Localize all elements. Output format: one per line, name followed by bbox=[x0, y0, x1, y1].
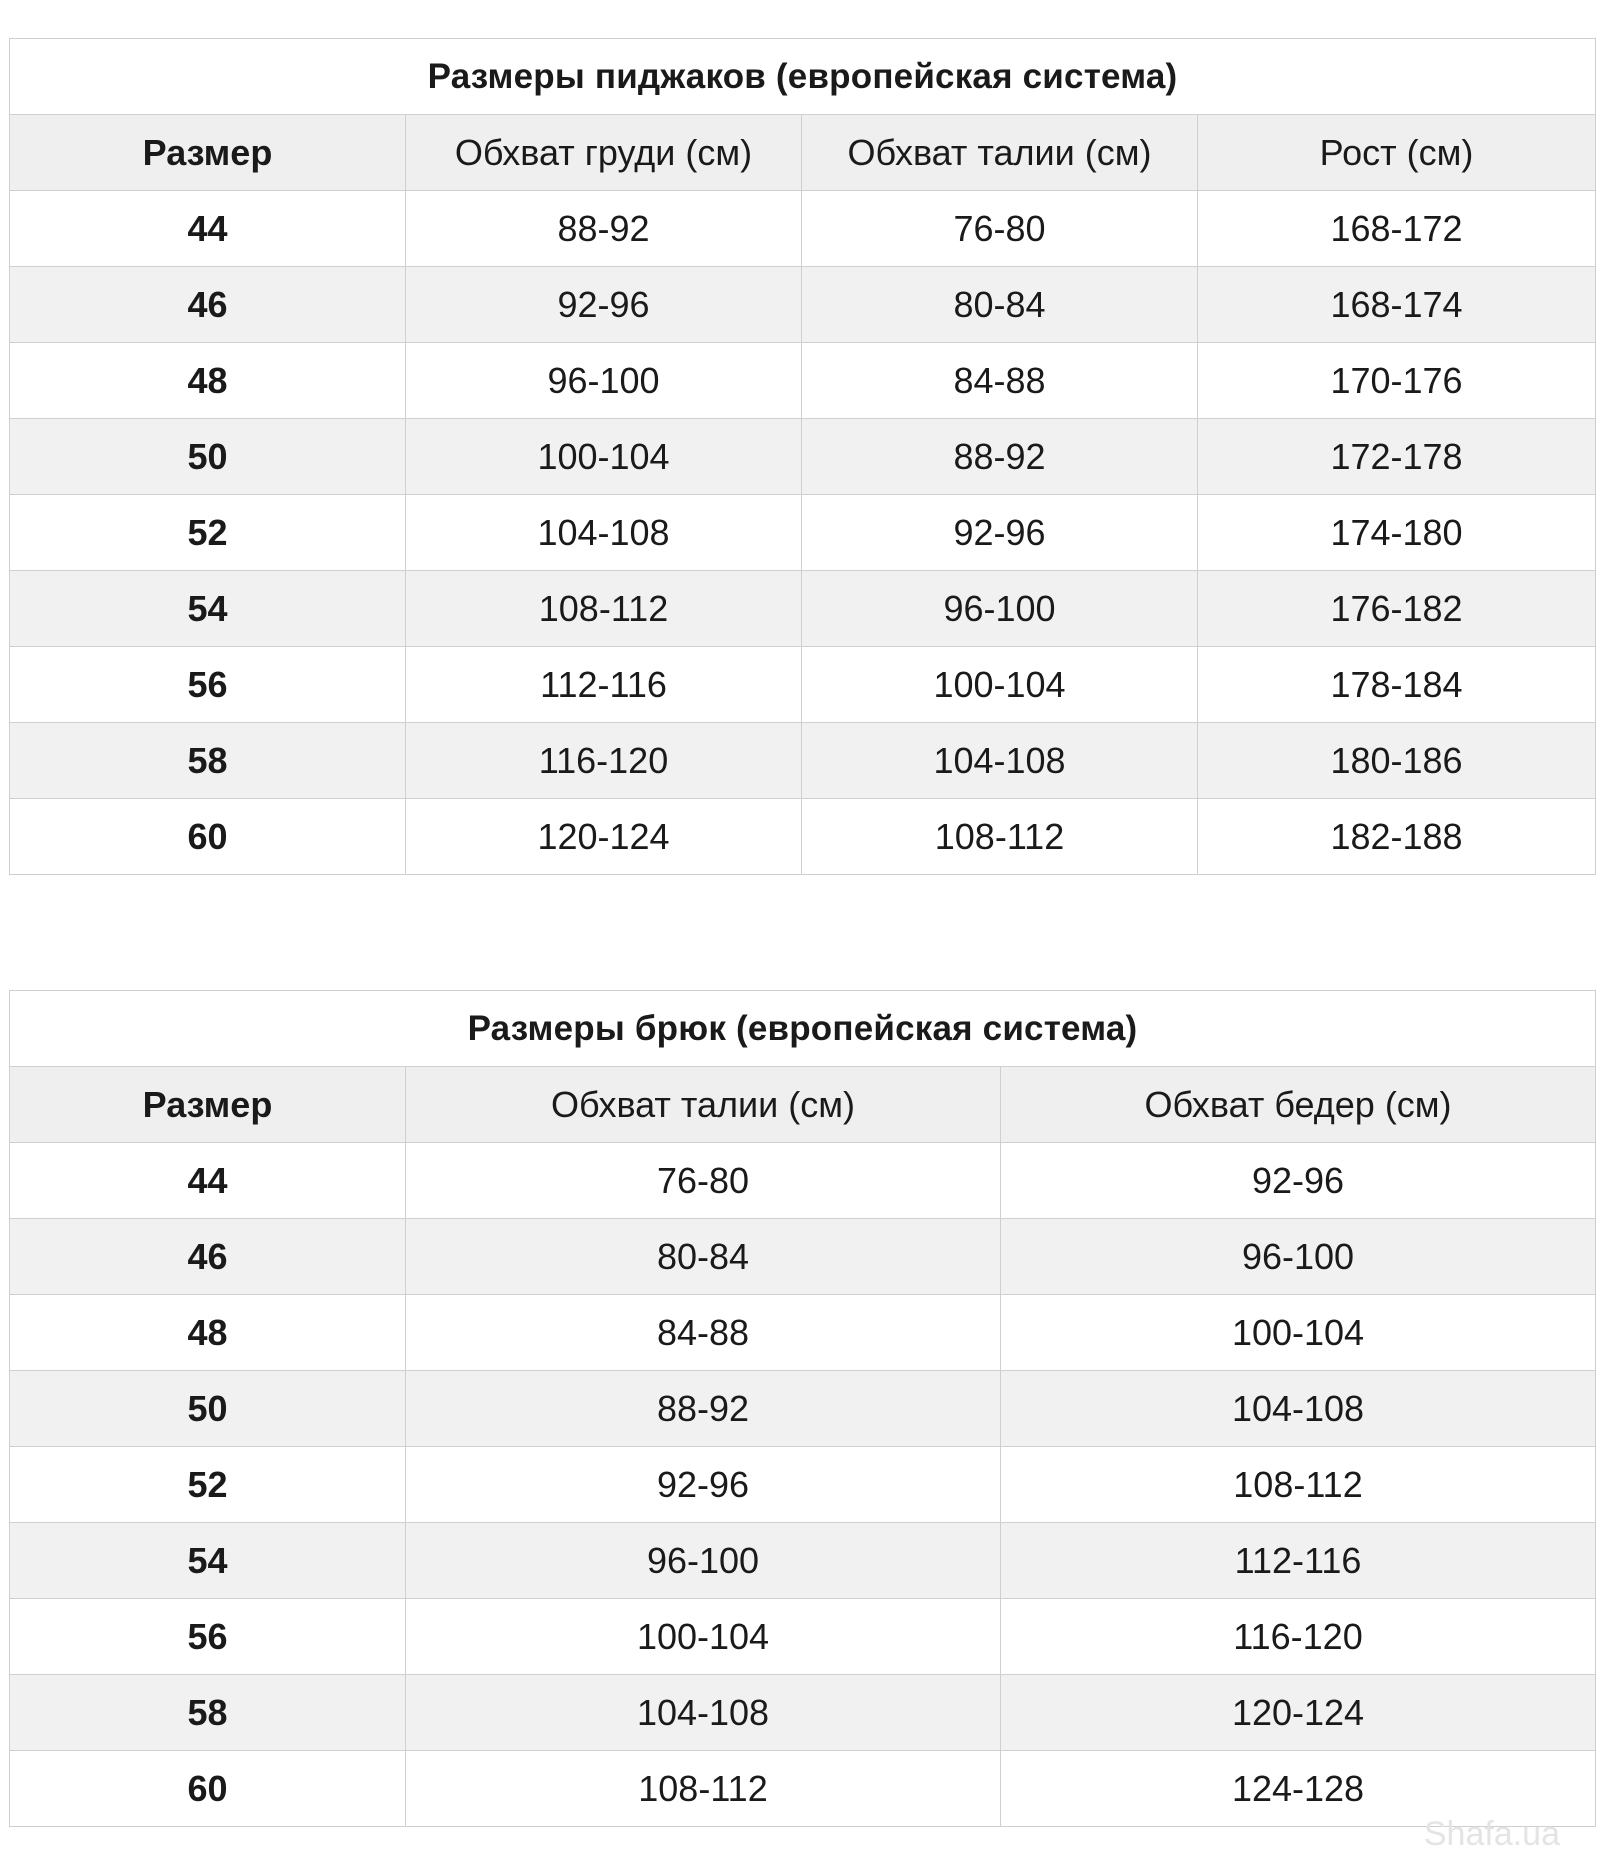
trousers-title-row bbox=[10, 991, 1596, 1067]
jackets-cell-height: 172-178 bbox=[1198, 419, 1596, 495]
jackets-cell-height: 168-172 bbox=[1198, 191, 1596, 267]
jackets-cell-size: 46 bbox=[10, 267, 406, 343]
trousers-header-waist: Обхват талии (см) bbox=[406, 1067, 1001, 1143]
table-row bbox=[10, 191, 1596, 267]
trousers-cell-waist: 100-104 bbox=[406, 1599, 1001, 1675]
jackets-cell-size: 58 bbox=[10, 723, 406, 799]
trousers-cell-size: 52 bbox=[10, 1447, 406, 1523]
trousers-table-title: Размеры брюк (европейская система) bbox=[10, 991, 1596, 1067]
jackets-cell-chest: 100-104 bbox=[406, 419, 802, 495]
trousers-cell-size: 56 bbox=[10, 1599, 406, 1675]
trousers-header-hips: Обхват бедер (см) bbox=[1001, 1067, 1596, 1143]
table-row bbox=[10, 1371, 1596, 1447]
jackets-cell-size: 50 bbox=[10, 419, 406, 495]
jackets-cell-waist: 108-112 bbox=[802, 799, 1198, 875]
jackets-cell-chest: 96-100 bbox=[406, 343, 802, 419]
jackets-header-chest: Обхват груди (см) bbox=[406, 115, 802, 191]
jackets-table-title: Размеры пиджаков (европейская система) bbox=[10, 39, 1596, 115]
trousers-cell-hips: 104-108 bbox=[1001, 1371, 1596, 1447]
trousers-header-size: Размер bbox=[10, 1067, 406, 1143]
jackets-cell-chest: 120-124 bbox=[406, 799, 802, 875]
table-row bbox=[10, 1143, 1596, 1219]
jackets-cell-size: 44 bbox=[10, 191, 406, 267]
jackets-cell-chest: 112-116 bbox=[406, 647, 802, 723]
jackets-cell-height: 178-184 bbox=[1198, 647, 1596, 723]
jackets-cell-height: 176-182 bbox=[1198, 571, 1596, 647]
table-row bbox=[10, 723, 1596, 799]
trousers-cell-hips: 112-116 bbox=[1001, 1523, 1596, 1599]
jackets-title-row bbox=[10, 39, 1596, 115]
table-row bbox=[10, 419, 1596, 495]
trousers-cell-hips: 92-96 bbox=[1001, 1143, 1596, 1219]
trousers-cell-hips: 108-112 bbox=[1001, 1447, 1596, 1523]
trousers-cell-waist: 92-96 bbox=[406, 1447, 1001, 1523]
jackets-header-height: Рост (см) bbox=[1198, 115, 1596, 191]
table-row bbox=[10, 1295, 1596, 1371]
jackets-size-table bbox=[9, 38, 1596, 875]
trousers-cell-waist: 80-84 bbox=[406, 1219, 1001, 1295]
jackets-cell-chest: 116-120 bbox=[406, 723, 802, 799]
table-row bbox=[10, 647, 1596, 723]
trousers-cell-hips: 124-128 bbox=[1001, 1751, 1596, 1827]
jackets-cell-chest: 92-96 bbox=[406, 267, 802, 343]
jackets-header-row bbox=[10, 115, 1596, 191]
jackets-cell-chest: 108-112 bbox=[406, 571, 802, 647]
table-row bbox=[10, 495, 1596, 571]
jackets-cell-waist: 104-108 bbox=[802, 723, 1198, 799]
jackets-cell-waist: 76-80 bbox=[802, 191, 1198, 267]
table-row bbox=[10, 343, 1596, 419]
trousers-cell-waist: 104-108 bbox=[406, 1675, 1001, 1751]
trousers-cell-waist: 76-80 bbox=[406, 1143, 1001, 1219]
table-row bbox=[10, 1751, 1596, 1827]
table-row bbox=[10, 571, 1596, 647]
jackets-cell-waist: 88-92 bbox=[802, 419, 1198, 495]
trousers-cell-hips: 100-104 bbox=[1001, 1295, 1596, 1371]
table-row bbox=[10, 267, 1596, 343]
trousers-cell-hips: 120-124 bbox=[1001, 1675, 1596, 1751]
trousers-cell-size: 50 bbox=[10, 1371, 406, 1447]
jackets-cell-chest: 88-92 bbox=[406, 191, 802, 267]
trousers-cell-size: 58 bbox=[10, 1675, 406, 1751]
jackets-header-waist: Обхват талии (см) bbox=[802, 115, 1198, 191]
jackets-cell-height: 180-186 bbox=[1198, 723, 1596, 799]
jackets-cell-height: 170-176 bbox=[1198, 343, 1596, 419]
table-row bbox=[10, 799, 1596, 875]
jackets-cell-waist: 80-84 bbox=[802, 267, 1198, 343]
table-row bbox=[10, 1447, 1596, 1523]
jackets-cell-size: 52 bbox=[10, 495, 406, 571]
jackets-cell-size: 48 bbox=[10, 343, 406, 419]
jackets-cell-height: 182-188 bbox=[1198, 799, 1596, 875]
jackets-cell-waist: 96-100 bbox=[802, 571, 1198, 647]
trousers-header-row bbox=[10, 1067, 1596, 1143]
trousers-cell-waist: 84-88 bbox=[406, 1295, 1001, 1371]
table-row bbox=[10, 1599, 1596, 1675]
table-row bbox=[10, 1219, 1596, 1295]
trousers-cell-hips: 96-100 bbox=[1001, 1219, 1596, 1295]
jackets-cell-waist: 92-96 bbox=[802, 495, 1198, 571]
jackets-cell-waist: 100-104 bbox=[802, 647, 1198, 723]
jackets-cell-size: 56 bbox=[10, 647, 406, 723]
table-row bbox=[10, 1675, 1596, 1751]
jackets-cell-chest: 104-108 bbox=[406, 495, 802, 571]
jackets-cell-size: 54 bbox=[10, 571, 406, 647]
trousers-cell-size: 46 bbox=[10, 1219, 406, 1295]
trousers-cell-hips: 116-120 bbox=[1001, 1599, 1596, 1675]
watermark-logo: Shafa.ua bbox=[1423, 1815, 1560, 1853]
jackets-cell-height: 174-180 bbox=[1198, 495, 1596, 571]
table-row bbox=[10, 1523, 1596, 1599]
jackets-cell-waist: 84-88 bbox=[802, 343, 1198, 419]
jackets-header-size: Размер bbox=[10, 115, 406, 191]
trousers-cell-size: 54 bbox=[10, 1523, 406, 1599]
jackets-cell-size: 60 bbox=[10, 799, 406, 875]
trousers-cell-size: 60 bbox=[10, 1751, 406, 1827]
jackets-cell-height: 168-174 bbox=[1198, 267, 1596, 343]
trousers-cell-waist: 96-100 bbox=[406, 1523, 1001, 1599]
trousers-cell-waist: 88-92 bbox=[406, 1371, 1001, 1447]
trousers-size-table bbox=[9, 990, 1596, 1827]
trousers-cell-size: 48 bbox=[10, 1295, 406, 1371]
trousers-cell-size: 44 bbox=[10, 1143, 406, 1219]
trousers-cell-waist: 108-112 bbox=[406, 1751, 1001, 1827]
